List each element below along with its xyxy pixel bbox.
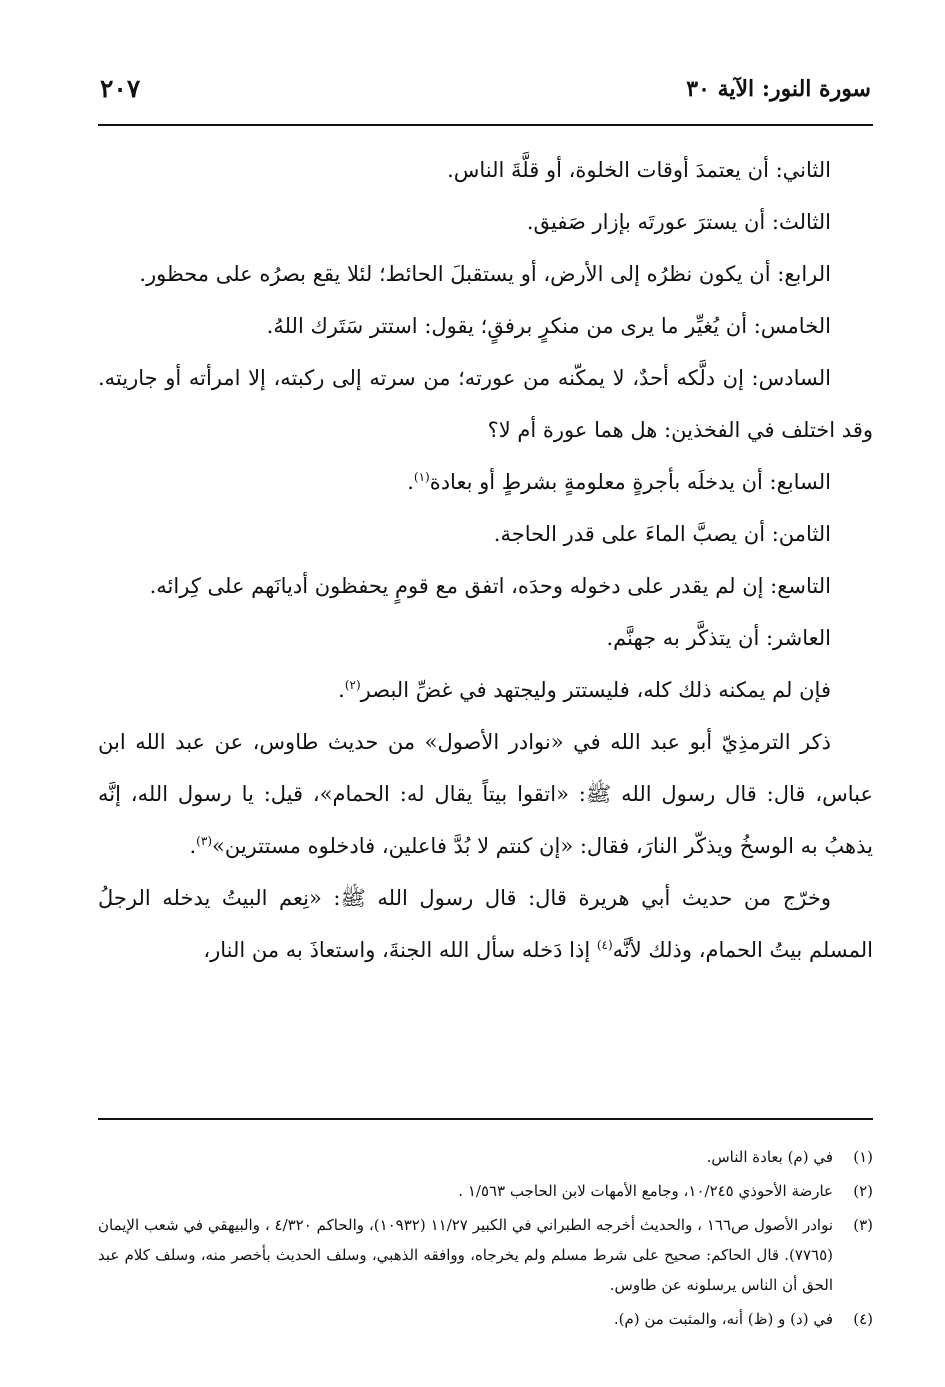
paragraph-fourth-rule: الرابع: أن يكون نظرُه إلى الأرض، أو يستقبلَ الحائط؛ لئلا يقع بصرُه على محظور. — [139, 262, 831, 286]
paragraph-third-rule: الثالث: أن يسترَ عورتَه بإزار صَفيق. — [526, 210, 831, 234]
footnote-text: عارضة الأحوذي ١٠/٢٤٥، وجامع الأمهات لابن الحاجب ١/٥٦٣ . — [458, 1182, 833, 1200]
page-number: ٢٠٧ — [100, 74, 141, 103]
paragraph-second-rule: الثاني: أن يعتمدَ أوقات الخلوة، أو قلَّةَ الناس. — [447, 158, 831, 182]
footnote-text: نوادر الأصول ص١٦٦ ، والحديث أخرجه الطبراني في الكبير ١١/٢٧ (١٠٩٣٢)، والحاكم ٤/٣٢٠ ، والبيهقي في شعب الإيمان (٧٧٦٥). قال الحاكم: صحيح على شرط مسلم ولم يخرجاه، ووافقه الذهبي، وسلف الحديث بأخصر منه، وسلف كلام عبد الحق أن الناس يرسلونه عن طاوس. — [98, 1216, 834, 1294]
footnote-text: في (د) و (ظ) أنه، والمثبت من (م). — [613, 1310, 833, 1328]
paragraph-tenth-rule: العاشر: أن يتذكَّر به جهنَّم. — [606, 626, 831, 650]
paragraph-seventh-rule: السابع: أن يدخلَه بأجرةٍ معلومةٍ بشرطٍ أو بعادة$^{(١)}$. — [407, 470, 831, 494]
paragraph-abu-hurayra-hadith: وخرّج من حديث أبي هريرة قال: قال رسول الله ﷺ: «نِعم البيتُ يدخله الرجلُ المسلم بيتُ الحمام، وذلك لأنَّه$^{(٤)}$ إذا دَخله سأل الله الجنةَ، واستعاذَ به من النار، — [98, 886, 873, 962]
footnote-marker-1: (١) — [413, 470, 430, 484]
surah-title: سورة النور: الآية ٣٠ — [686, 76, 871, 102]
footnotes — [98, 1142, 873, 1338]
footnote-marker-2: (٢) — [344, 678, 361, 692]
footnote-number: (١) — [853, 1148, 873, 1166]
paragraph-conclusion: فإن لم يمكنه ذلك كله، فليستتر وليجتهد في غضِّ البصر$^{(٢)}$. — [338, 678, 831, 702]
book-page — [98, 60, 873, 1360]
footnote-3 — [98, 1210, 873, 1300]
footnote-text: في (م) بعادة الناس. — [706, 1148, 833, 1166]
paragraph-eighth-rule: الثامن: أن يصبَّ الماءَ على قدر الحاجة. — [493, 522, 831, 546]
main-text — [98, 144, 873, 976]
paragraph-tirmidhi-hadith: ذكر الترمذِيّ أبو عبد الله في «نوادر الأصول» من حديث طاوس، عن عبد الله ابن عباس، قال: قال رسول الله ﷺ: «اتقوا بيتاً يقال له: الحمام»، قيل: يا رسول الله، إنَّه يذهبُ به الوسخُ ويذكّر النارَ، فقال: «إن كنتم لا بُدَّ فاعلين، فادخلوه مستترين»$^{(٣)}$. — [98, 730, 873, 858]
footnote-marker-3: (٣) — [196, 834, 212, 848]
footnote-1 — [98, 1142, 873, 1172]
footnote-number: (٣) — [853, 1216, 874, 1234]
footnote-number: (٤) — [853, 1310, 873, 1328]
footnote-marker-4: (٤) — [596, 938, 613, 952]
header-rule — [98, 124, 873, 126]
paragraph-fifth-rule: الخامس: أن يُغيِّر ما يرى من منكرٍ برفقٍ؛ يقول: استتر سَتَرك اللهُ. — [266, 314, 831, 338]
footnote-separator — [98, 1118, 873, 1120]
footnote-4 — [98, 1304, 873, 1334]
running-header — [98, 74, 873, 114]
footnote-number: (٢) — [853, 1182, 873, 1200]
paragraph-sixth-rule: السادس: إن دلَّكه أحدٌ، لا يمكّنه من عورته؛ من سرته إلى ركبته، إلا امرأته أو جاريته. وقد اختلف في الفخذين: هل هما عورة أم لا؟ — [98, 366, 873, 442]
paragraph-ninth-rule: التاسع: إن لم يقدر على دخوله وحدَه، اتفق مع قومٍ يحفظون أديانَهم على كِرائه. — [149, 574, 831, 598]
footnote-2 — [98, 1176, 873, 1206]
